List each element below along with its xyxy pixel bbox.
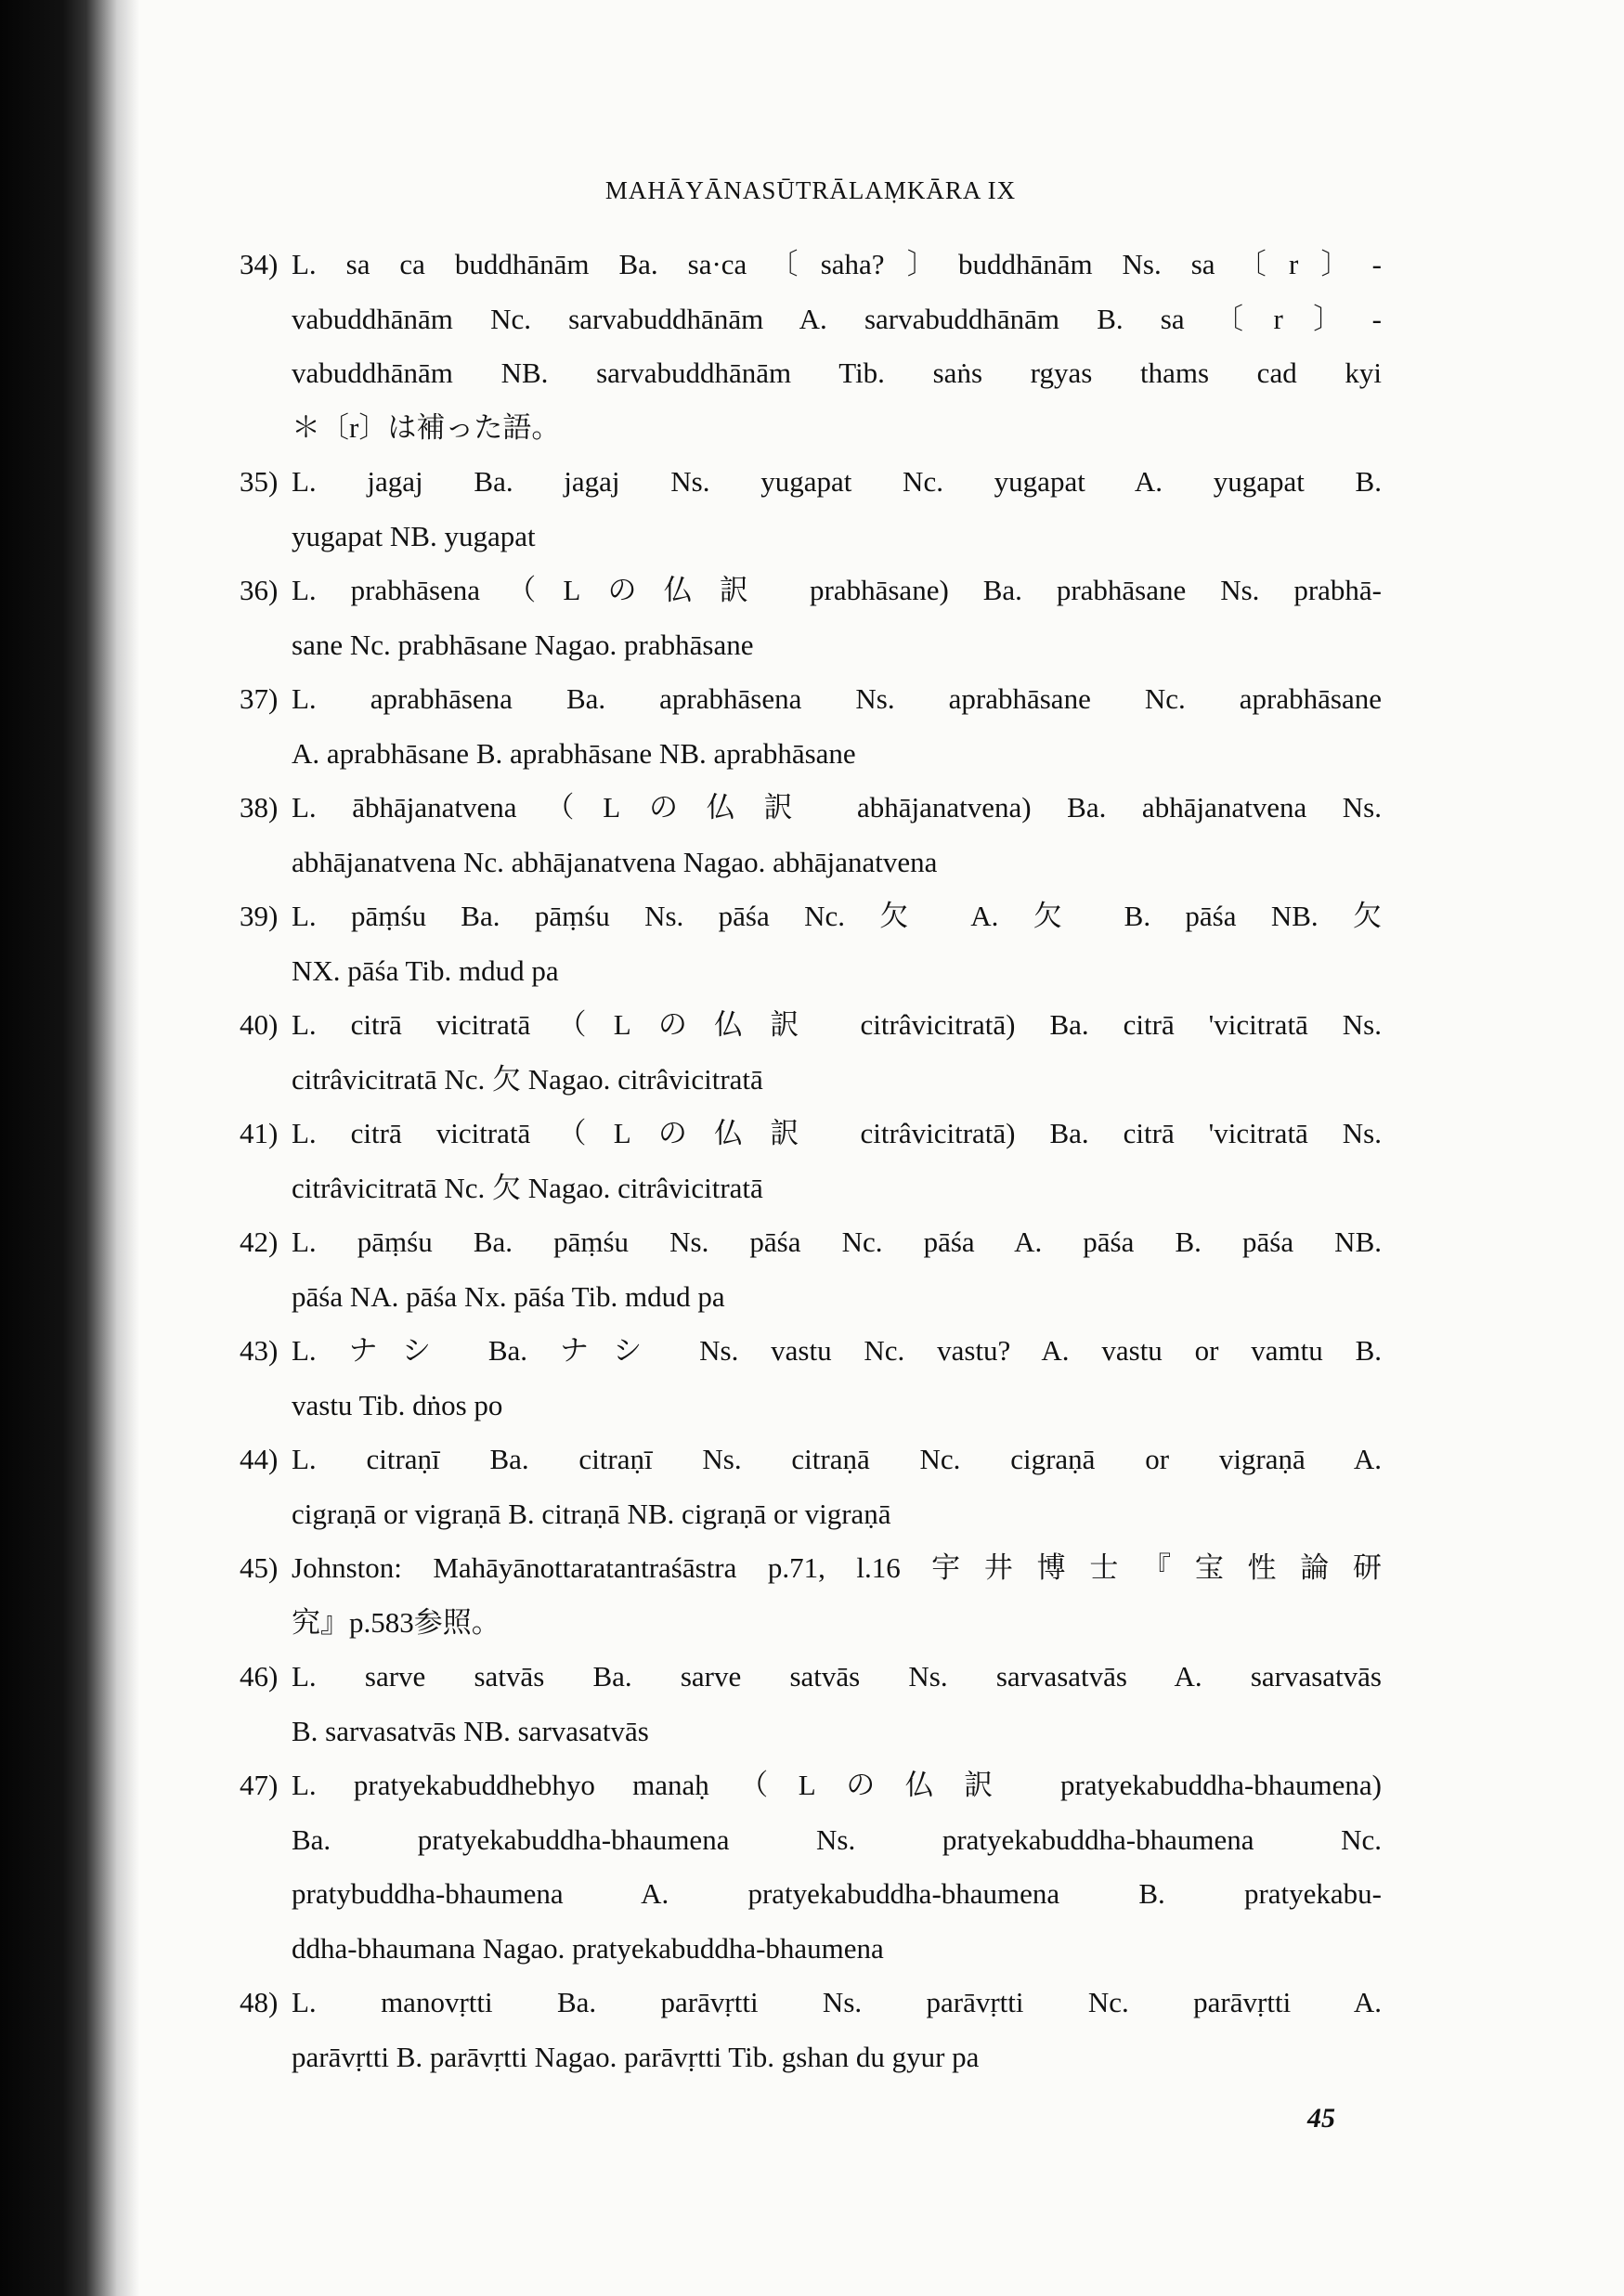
footnote-number: 37) <box>240 682 279 715</box>
footnote-item <box>240 455 1382 564</box>
footnote-text-line: citrâvicitratā Nc. 欠 Nagao. citrâvicitratā <box>292 1171 763 1204</box>
footnote-number: 35) <box>240 465 279 498</box>
footnote-number: 41) <box>240 1117 279 1149</box>
footnote-number: 36) <box>240 574 279 606</box>
footnote-item <box>240 1107 1382 1215</box>
footnote-item <box>240 889 1382 998</box>
footnote-text-line: cigraṇā or vigraṇā B. citraṇā NB. cigraṇā or vigraṇā <box>292 1497 891 1530</box>
footnote-item <box>240 1324 1382 1433</box>
footnote-text-line: vabuddhānām Nc. sarvabuddhānām A. sarvabuddhānām B. sa〔r〕- <box>292 302 1382 335</box>
footnote-text-line: pratybuddha-bhaumena A. pratyekabuddha-bhaumena B. pratyekabu- <box>292 1877 1382 1910</box>
footnote-text-line: pāśa NA. pāśa Nx. pāśa Tib. mdud pa <box>292 1279 725 1313</box>
footnote-text-line: parāvṛtti B. parāvṛtti Nagao. parāvṛtti Tib. gshan du gyur pa <box>292 2040 980 2073</box>
document-page <box>240 0 1382 2296</box>
footnote-item <box>240 781 1382 889</box>
footnote-text-line: NX. pāśa Tib. mdud pa <box>292 953 559 987</box>
footnote-text-line: 究』p.583参照。 <box>292 1605 500 1639</box>
footnote-text-line: L. sarve satvās Ba. sarve satvās Ns. sarvasatvās A. sarvasatvās <box>292 1660 1382 1693</box>
footnote-text-line: yugapat NB. yugapat <box>292 519 536 552</box>
footnote-text-line: abhājanatvena Nc. abhājanatvena Nagao. abhājanatvena <box>292 845 938 878</box>
footnote-text-line: L. aprabhāsena Ba. aprabhāsena Ns. aprabhāsane Nc. aprabhāsane <box>292 682 1382 715</box>
footnote-item <box>240 998 1382 1107</box>
footnote-item <box>240 1433 1382 1541</box>
footnote-text-line: B. sarvasatvās NB. sarvasatvās <box>292 1714 649 1747</box>
footnote-number: 45) <box>240 1551 279 1584</box>
footnote-text-line: Johnston: Mahāyānottaratantraśāstra p.71, l.16 宇井博士『宝性論研 <box>292 1551 1382 1584</box>
footnote-number: 47) <box>240 1769 279 1801</box>
footnote-item <box>240 1758 1382 1976</box>
footnote-text-line: vabuddhānām NB. sarvabuddhānām Tib. saṅs rgyas thams cad kyi <box>292 357 1382 389</box>
footnote-item <box>240 238 1382 455</box>
footnote-text-line: L. jagaj Ba. jagaj Ns. yugapat Nc. yugapat A. yugapat B. <box>292 465 1382 498</box>
footnote-number: 40) <box>240 1008 279 1041</box>
footnote-text-line: L. citraṇī Ba. citraṇī Ns. citraṇā Nc. cigraṇā or vigraṇā A. <box>292 1443 1382 1475</box>
footnote-number: 48) <box>240 1986 279 2018</box>
footnote-item <box>240 1215 1382 1324</box>
footnote-list <box>240 238 1382 2084</box>
footnote-text-line: L. pāṃśu Ba. pāṃśu Ns. pāśa Nc. pāśa A. pāśa B. pāśa NB. <box>292 1226 1382 1258</box>
footnote-text-line: sane Nc. prabhāsane Nagao. prabhāsane <box>292 628 754 661</box>
footnote-text-line: citrâvicitratā Nc. 欠 Nagao. citrâvicitratā <box>292 1062 763 1096</box>
footnote-text-line: L. sa ca buddhānām Ba. sa·ca〔saha?〕buddhānām Ns. sa〔r〕- <box>292 248 1382 280</box>
footnote-text-line: L. ābhājanatvena（Lの仏訳 abhājanatvena) Ba. abhājanatvena Ns. <box>292 791 1382 824</box>
footnote-text-line: ddha-bhaumana Nagao. pratyekabuddha-bhaumena <box>292 1931 884 1965</box>
footnote-text-line: Ba. pratyekabuddha-bhaumena Ns. pratyekabuddha-bhaumena Nc. <box>292 1823 1382 1856</box>
running-head: MAHĀYĀNASŪTRĀLAṂKĀRA IX <box>604 176 1017 204</box>
footnote-text-line: L. pratyekabuddhebhyo manaḥ（Lの仏訳 pratyekabuddha-bhaumena) <box>292 1769 1382 1801</box>
footnote-number: 44) <box>240 1443 279 1475</box>
page-number: 45 <box>1307 2103 1335 2134</box>
footnote-item <box>240 1541 1382 1650</box>
footnote-number: 39) <box>240 900 279 932</box>
footnote-item <box>240 1650 1382 1758</box>
footnote-number: 38) <box>240 791 279 824</box>
footnote-number: 42) <box>240 1226 279 1258</box>
footnote-item <box>240 672 1382 781</box>
footnote-text-line: L. pāṃśu Ba. pāṃśu Ns. pāśa Nc. 欠 A. 欠 B. pāśa NB. 欠 <box>292 900 1382 932</box>
scanned-book-spine-shadow <box>0 0 139 2296</box>
footnote-number: 43) <box>240 1334 279 1367</box>
footnote-text-line: L. citrā vicitratā（Lの仏訳 citrâvicitratā) Ba. citrā 'vicitratā Ns. <box>292 1008 1382 1041</box>
footnote-text-line: L. manovṛtti Ba. parāvṛtti Ns. parāvṛtti Nc. parāvṛtti A. <box>292 1986 1382 2018</box>
footnote-item <box>240 1976 1382 2084</box>
footnote-number: 34) <box>240 248 279 280</box>
footnote-item <box>240 564 1382 672</box>
footnote-text-line: A. aprabhāsane B. aprabhāsane NB. aprabhāsane <box>292 736 856 770</box>
footnote-text-line: L. ナシ Ba. ナシ Ns. vastu Nc. vastu? A. vastu or vamtu B. <box>292 1334 1382 1367</box>
footnote-text-line: ＊〔r〕は補った語。 <box>292 410 561 444</box>
footnote-text-line: L. citrā vicitratā（Lの仏訳 citrâvicitratā) Ba. citrā 'vicitratā Ns. <box>292 1117 1382 1149</box>
footnote-text-line: L. prabhāsena（Lの仏訳 prabhāsane) Ba. prabhāsane Ns. prabhā- <box>292 574 1382 606</box>
footnote-text-line: vastu Tib. dṅos po <box>292 1388 503 1421</box>
footnote-number: 46) <box>240 1660 279 1693</box>
